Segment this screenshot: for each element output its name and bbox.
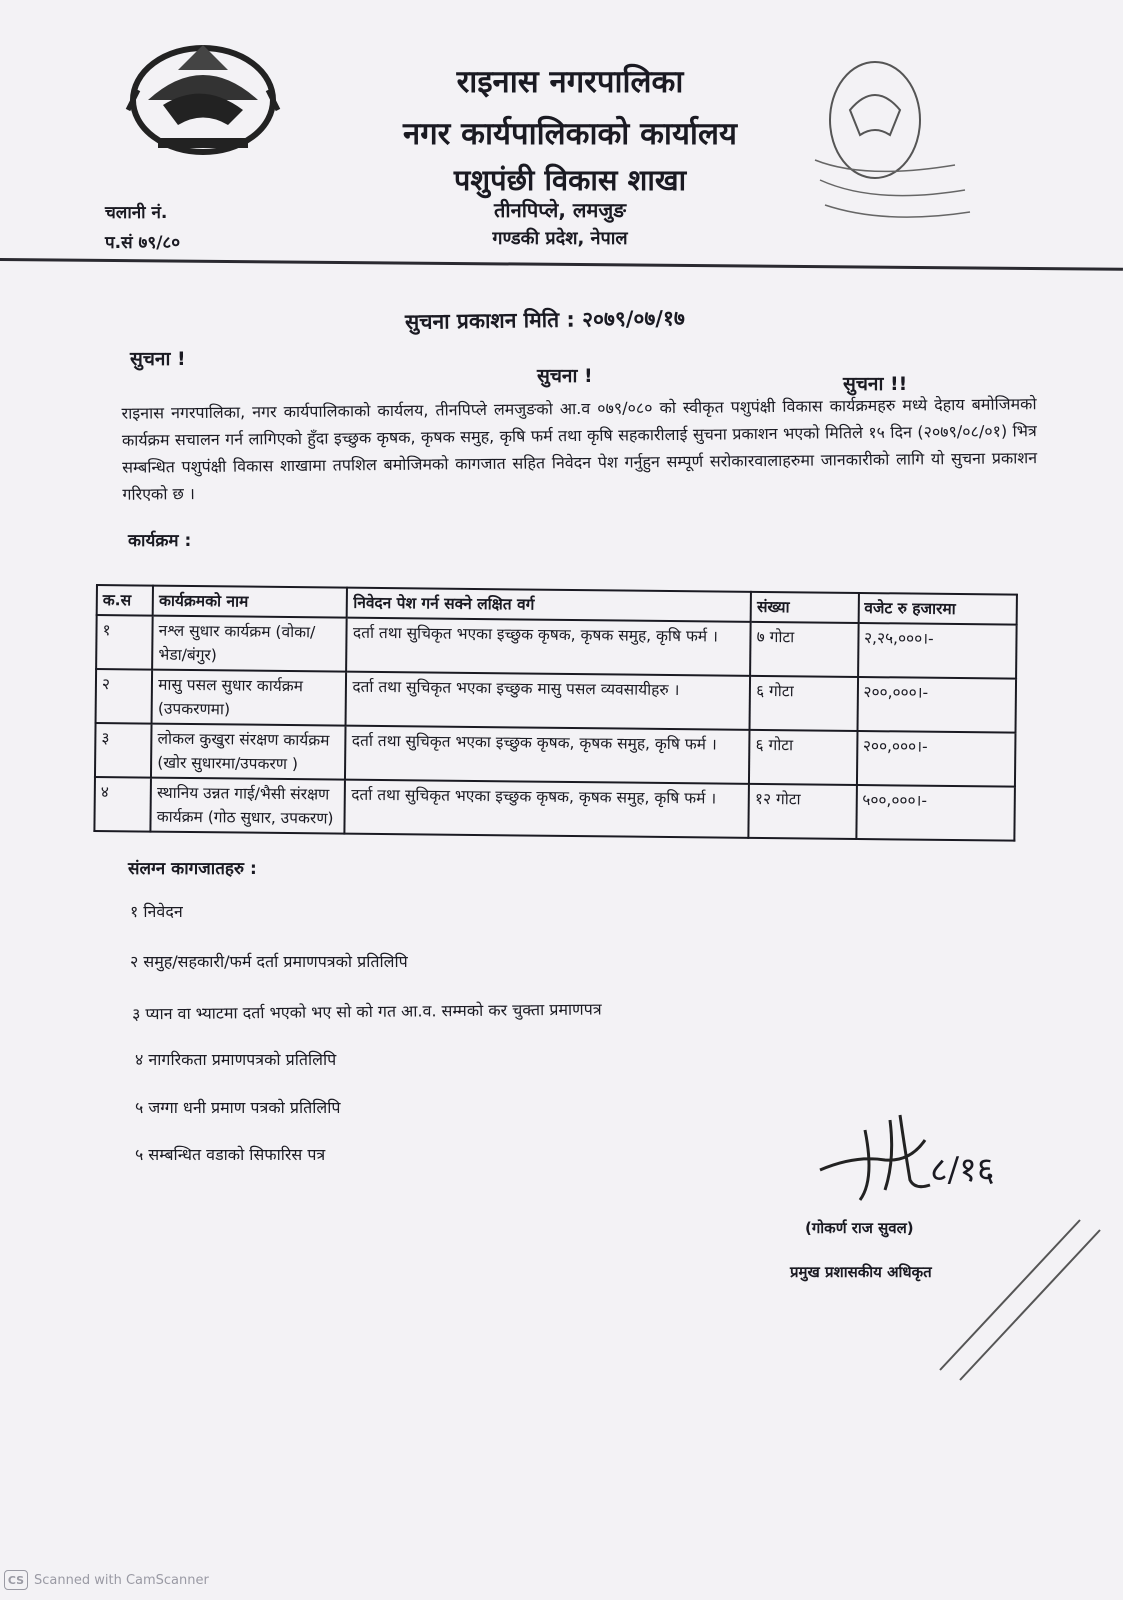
program-table: [93, 584, 1018, 842]
col-header-target: निवेदन पेश गर्न सक्ने लक्षित वर्ग: [347, 588, 751, 622]
cell-program: नश्ल सुधार कार्यक्रम (वोका/भेडा/बंगुर): [152, 616, 347, 672]
cell-count: ६ गोटा: [749, 730, 857, 785]
notice-word-3: सुचना !!: [843, 373, 908, 395]
col-header-budget: वजेट रु हजारमा: [858, 593, 1017, 625]
reference-number: प.सं ७९/८०: [105, 233, 181, 253]
table-row: [96, 615, 1017, 679]
branch-name: पशुपंछी विकास शाखा: [453, 163, 687, 197]
list-item: ४ नागरिकता प्रमाणपत्रको प्रतिलिपि: [135, 1050, 337, 1069]
col-header-count: संख्या: [751, 592, 859, 623]
official-stamp-lines-icon: [930, 1200, 1110, 1390]
office-location: तीनपिप्ले, लमजुङ: [494, 198, 626, 222]
cell-program: मासु पसल सुधार कार्यक्रम (उपकरणमा): [152, 670, 347, 726]
cell-count: १२ गोटा: [749, 784, 857, 839]
table-row: [95, 723, 1016, 787]
table-row: [94, 777, 1015, 841]
cell-program: स्थानिय उन्नत गाई/भैसी संरक्षण कार्यक्रम (गोठ सुधार, उपकरण): [151, 778, 346, 834]
list-item: ३ प्यान वा भ्याटमा दर्ता भएको भए सो को गत आ.व. सम्मको कर चुक्ता प्रमाणपत्र: [131, 999, 602, 1024]
notice-word-2: सुचना !: [537, 365, 593, 387]
municipality-name: राइनास नगरपालिका: [456, 64, 684, 100]
cell-target: दर्ता तथा सुचिकृत भएका इच्छुक मासु पसल व्यवसायीहरु ।: [346, 672, 750, 730]
cell-target: दर्ता तथा सुचिकृत भएका इच्छुक कृषक, कृषक समुह, कृषि फर्म ।: [347, 618, 751, 676]
cell-count: ७ गोटा: [750, 622, 858, 677]
cell-budget: २००,०००।-: [856, 731, 1015, 787]
attachments-heading: संलग्न कागजातहरु :: [128, 859, 257, 879]
program-heading: कार्यक्रम :: [128, 531, 192, 551]
cell-budget: २,२५,०००।-: [858, 623, 1017, 679]
cell-count: ६ गोटा: [750, 676, 858, 731]
cell-sn: १: [96, 615, 153, 670]
signatory-name: (गोकर्ण राज सुवल): [805, 1219, 914, 1237]
cell-sn: २: [96, 669, 153, 724]
cell-sn: ४: [94, 777, 151, 832]
cell-target: दर्ता तथा सुचिकृत भएका इच्छुक कृषक, कृषक समुह, कृषि फर्म ।: [345, 726, 749, 784]
camscanner-logo-icon: CS: [4, 1570, 28, 1590]
signature-date: ८/१६: [930, 1150, 995, 1190]
list-item: ५ सम्बन्धित वडाको सिफारिस पत्र: [135, 1145, 326, 1164]
office-province: गण्डकी प्रदेश, नेपाल: [492, 228, 628, 249]
cell-budget: २००,०००।-: [857, 677, 1016, 733]
signatory-title: प्रमुख प्रशासकीय अधिकृत: [790, 1263, 932, 1281]
col-header-program: कार्यक्रमको नाम: [153, 586, 348, 618]
list-item: २ समुह/सहकारी/फर्म दर्ता प्रमाणपत्रको प्रतिलिपि: [130, 952, 408, 971]
office-stamp-icon: [805, 40, 980, 240]
notice-body: राइनास नगरपालिका, नगर कार्यपालिकाको कार्यलय, तीनपिप्ले लमजुङको आ.व ०७९/०८० को स्वीकृत पशुपंक्षी विकास कार्यक्रमहरु मध्ये देहाय बमोजिमको कार्यक्रम सचालन गर्न लागिएको हुँदा इच्छुक कृषक, कृषक समुह, कृषि फर्म तथा कृषि सहकारीलाई सुचना प्रकाशन भएको मितिले १५ दिन (२०७९/०८/०१) भित्र सम्बन्धित पशुपंक्षी विकास शाखामा तपशिल बमोजिमको कागजात सहित निवेदन पेश गर्नुहुन सम्पूर्ण सरोकारवालाहरुमा जानकारीको लागि यो सुचना प्रकाशन गरिएको छ ।: [121, 394, 1038, 504]
office-name: नगर कार्यपालिकाको कार्यालय: [403, 116, 737, 152]
publish-date: सुचना प्रकाशन मिति : २०७९/०७/१७: [404, 306, 685, 334]
cell-sn: ३: [95, 723, 152, 778]
list-item: ५ जग्गा धनी प्रमाण पत्रको प्रतिलिपि: [135, 1098, 341, 1117]
dispatch-number-label: चलानी नं.: [105, 203, 168, 223]
col-header-sn: क.स: [97, 585, 154, 616]
list-item: १ निवेदन: [130, 902, 183, 921]
signature-scribble-icon: [815, 1100, 945, 1210]
cell-program: लोकल कुखुरा संरक्षण कार्यक्रम (खोर सुधारमा/उपकरण ): [151, 724, 346, 780]
camscanner-text: Scanned with CamScanner: [34, 1572, 209, 1588]
nepal-emblem-icon: [118, 30, 288, 160]
camscanner-watermark: [4, 1570, 209, 1590]
cell-target: दर्ता तथा सुचिकृत भएका इच्छुक कृषक, कृषक समुह, कृषि फर्म ।: [345, 780, 749, 838]
notice-word-1: सुचना !: [130, 348, 186, 370]
header-divider: [0, 258, 1123, 271]
cell-budget: ५००,०००।-: [856, 785, 1015, 841]
table-row: [96, 669, 1017, 733]
